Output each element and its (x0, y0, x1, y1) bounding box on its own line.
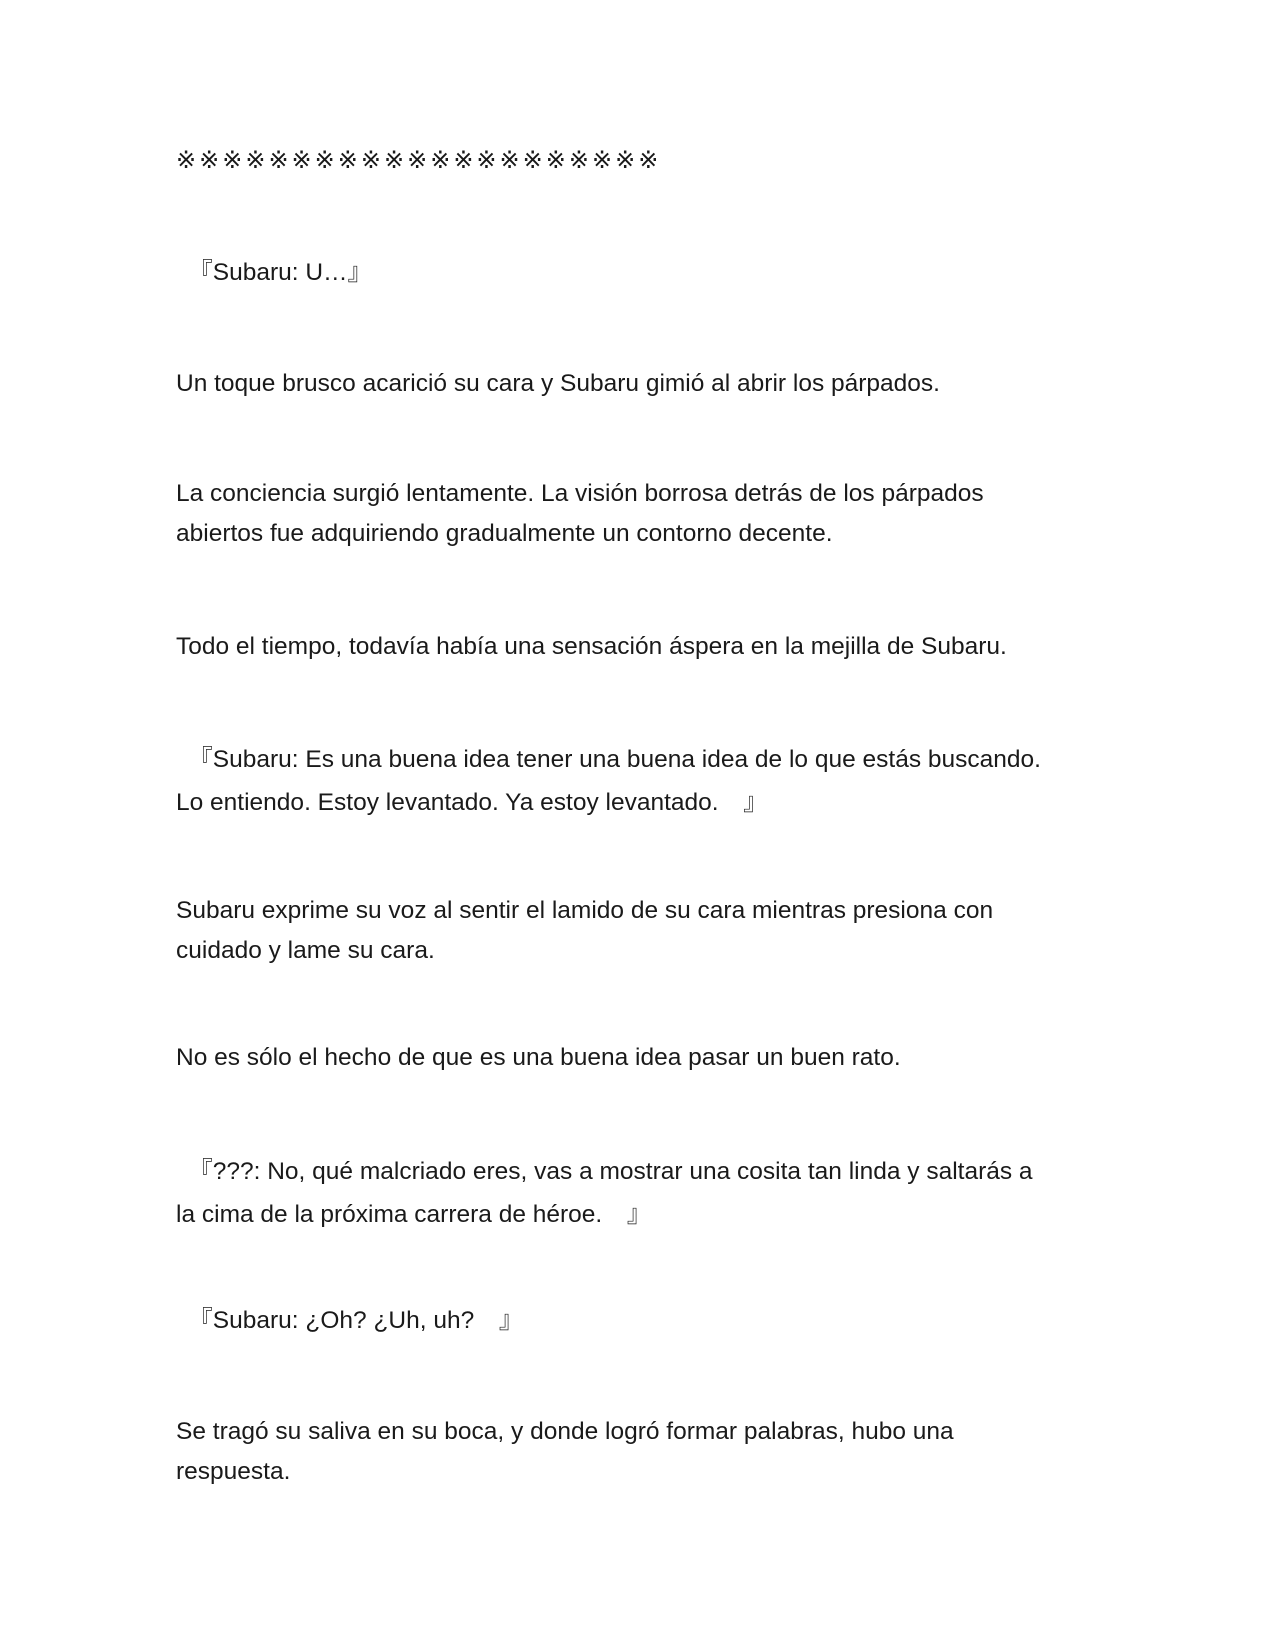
text-line: No es sólo el hecho de que es una buena idea pasar un buen rato. (176, 1044, 901, 1071)
text-line: 『???: No, qué malcriado eres, vas a mostrar una cosita tan linda y saltarás a (176, 1158, 1033, 1185)
text-line: abiertos fue adquiriendo gradualmente un contorno decente. (176, 520, 833, 547)
narration-paragraph (176, 1412, 1106, 1492)
text-line: 『Subaru: Es una buena idea tener una buena idea de lo que estás buscando. (176, 746, 1041, 773)
dialogue-paragraph (176, 1150, 1106, 1236)
dialogue-paragraph (176, 738, 1106, 824)
text-line: Subaru exprime su voz al sentir el lamido de su cara mientras presiona con (176, 897, 994, 924)
text-line: Se tragó su saliva en su boca, y donde logró formar palabras, hubo una (176, 1418, 954, 1445)
text-line: Lo entiendo. Estoy levantado. Ya estoy levantado. 』 (176, 789, 768, 816)
narration-paragraph (176, 364, 1106, 404)
dialogue-paragraph (176, 253, 1106, 293)
text-line: 『Subaru: U…』 (176, 259, 373, 286)
narration-paragraph (176, 1038, 1106, 1078)
text-line: respuesta. (176, 1458, 291, 1485)
text-line: Todo el tiempo, todavía había una sensación áspera en la mejilla de Subaru. (176, 633, 1007, 660)
narration-paragraph (176, 627, 1106, 667)
dialogue-paragraph (176, 1301, 1106, 1341)
text-line: cuidado y lame su cara. (176, 937, 435, 964)
text-line: La conciencia surgió lentamente. La visión borrosa detrás de los párpados (176, 480, 984, 507)
narration-paragraph (176, 474, 1106, 554)
text-line: 『Subaru: ¿Oh? ¿Uh, uh? 』 (176, 1307, 524, 1334)
text-line: Un toque brusco acarició su cara y Subaru gimió al abrir los párpados. (176, 370, 940, 397)
text-line: la cima de la próxima carrera de héroe. 』 (176, 1201, 652, 1228)
narration-paragraph (176, 891, 1106, 971)
scene-separator: ※※※※※※※※※※※※※※※※※※※※※ (176, 146, 662, 174)
